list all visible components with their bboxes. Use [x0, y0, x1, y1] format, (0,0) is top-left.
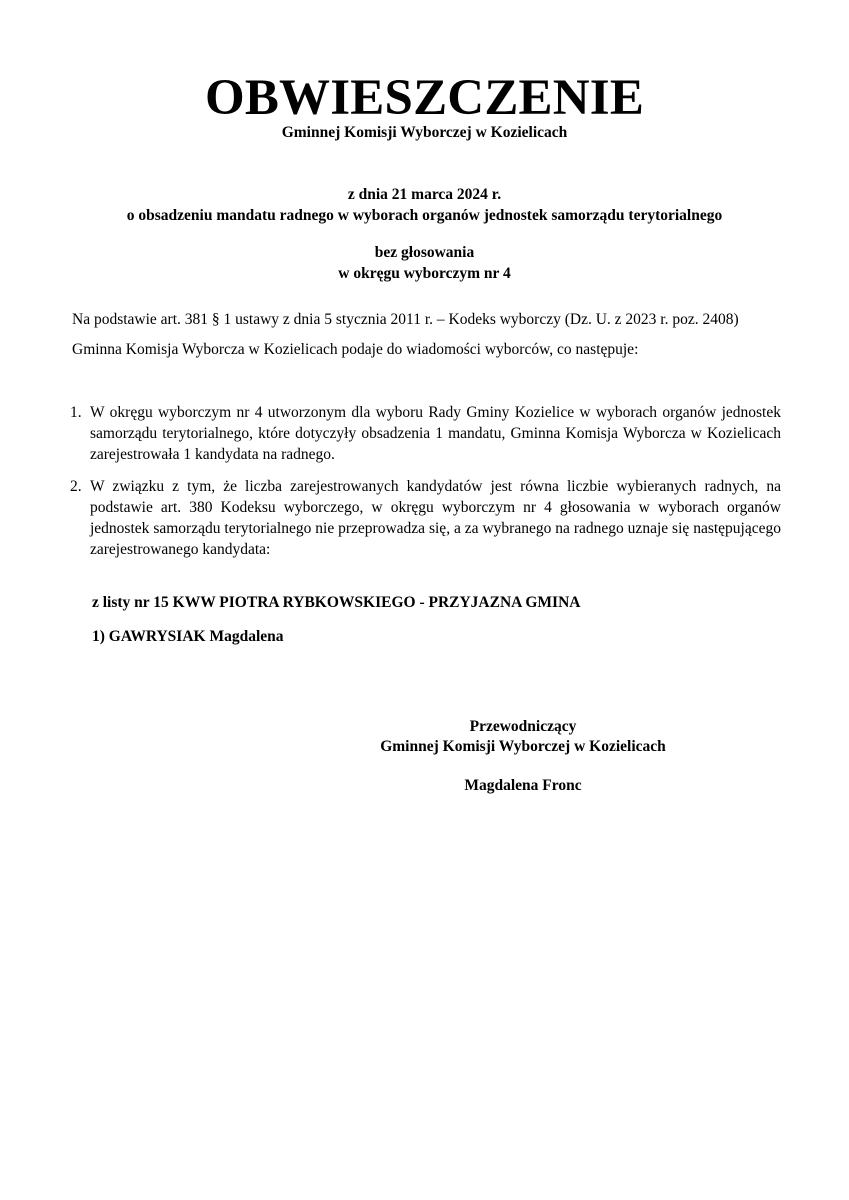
document-title: OBWIESZCZENIE: [204, 70, 645, 126]
signature-name: Magdalena Fronc: [464, 777, 582, 794]
signature-body: Gminnej Komisji Wyborczej w Kozielicach: [380, 738, 666, 755]
candidate-entry: 1) GAWRYSIAK Magdalena: [92, 628, 284, 645]
signature-role: Przewodniczący: [469, 718, 577, 735]
list-item: [70, 476, 781, 560]
list-item: [70, 402, 781, 465]
electoral-district: w okręgu wyborczym nr 4: [338, 265, 511, 282]
document-subject: o obsadzeniu mandatu radnego w wyborach organów jednostek samorządu terytorialnego: [126, 207, 723, 224]
list-item-number: 2.: [70, 478, 82, 495]
document-date: z dnia 21 marca 2024 r.: [347, 186, 502, 203]
list-item-text: W okręgu wyborczym nr 4 utworzonym dla wyboru Rady Gminy Kozielice w wyborach organów jednostek samorządu terytorialnego, które dotyczyły obsadzenia 1 mandatu, Gminna Komisja Wyborcza w Kozielicach zarejestrowała 1 kandydata na radnego.: [90, 404, 781, 463]
announcement-line: Gminna Komisja Wyborcza w Kozielicach podaje do wiadomości wyborców, co następuje:: [72, 341, 639, 358]
legal-basis-line: Na podstawie art. 381 § 1 ustawy z dnia 5 stycznia 2011 r. – Kodeks wyborczy (Dz. U. z 2023 r. poz. 2408): [72, 311, 739, 328]
list-item-text: W związku z tym, że liczba zarejestrowanych kandydatów jest równa liczbie wybieranych radnych, na podstawie art. 380 Kodeksu wyborczego, w okręgu wyborczym nr 4 głosowania w wyborach organów jednostek samorządu terytorialnego nie przeprowadza się, a za wybranego na radnego uznaje się następującego zarejestrowanego kandydata:: [90, 478, 781, 558]
candidate-list-line: z listy nr 15 KWW PIOTRA RYBKOWSKIEGO - PRZYJAZNA GMINA: [92, 594, 581, 611]
list-item-number: 1.: [70, 404, 82, 421]
document-issuer: Gminnej Komisji Wyborczej w Kozielicach: [281, 124, 568, 141]
voting-mode: bez głosowania: [374, 244, 475, 261]
